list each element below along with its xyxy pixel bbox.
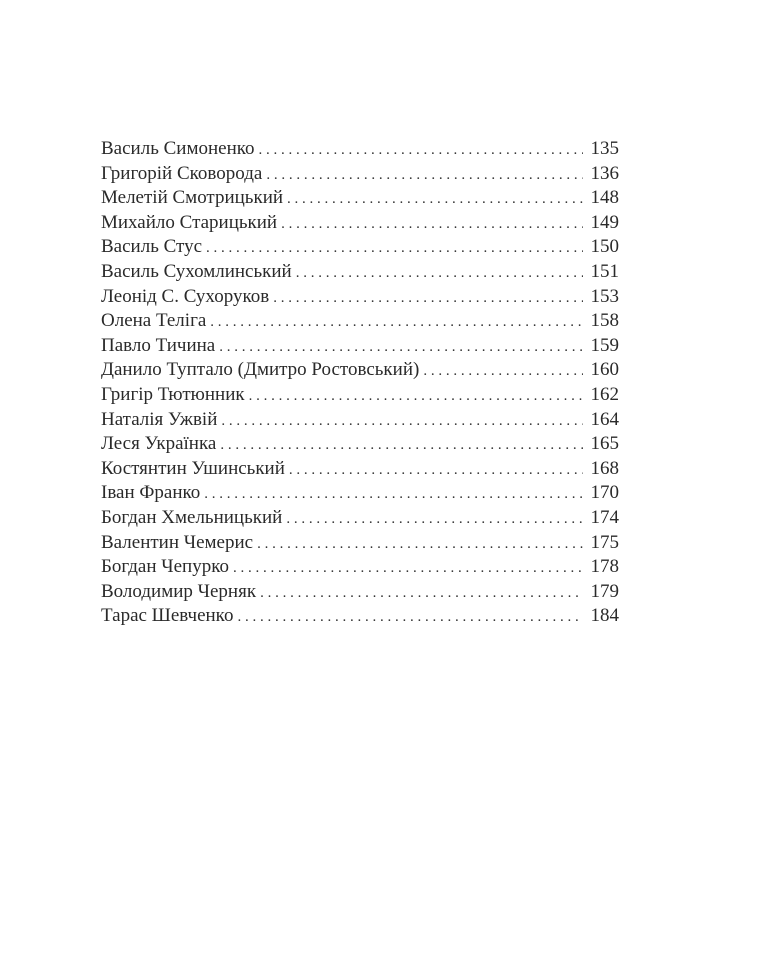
toc-entry <box>101 137 619 162</box>
toc-entry <box>101 309 619 334</box>
toc-entry <box>101 358 619 383</box>
entry-page-number: 150 <box>590 236 619 258</box>
toc-entry <box>101 457 619 482</box>
entry-name: Валентин Чемерис <box>101 531 254 553</box>
dot-leader <box>273 286 583 311</box>
toc-entry <box>101 432 619 457</box>
dot-leader <box>289 458 583 483</box>
toc-entry <box>101 334 619 359</box>
entry-name: Данило Туптало (Дмитро Ростовський) <box>101 359 420 381</box>
dot-leader <box>260 581 583 606</box>
toc-entry <box>101 235 619 260</box>
dot-leader <box>220 433 583 458</box>
toc-entry <box>101 506 619 531</box>
entry-page-number: 136 <box>590 162 619 184</box>
entry-name: Наталія Ужвій <box>101 408 218 430</box>
entry-page-number: 151 <box>590 260 619 282</box>
entry-name: Василь Симоненко <box>101 138 255 159</box>
toc-entry <box>101 162 619 187</box>
dot-leader <box>219 335 583 360</box>
toc-entry <box>101 260 619 285</box>
dot-leader <box>281 212 583 237</box>
dot-leader <box>237 605 583 630</box>
dot-leader <box>221 409 583 434</box>
entry-page-number: 165 <box>590 433 619 455</box>
toc-entry <box>101 211 619 236</box>
entry-page-number: 170 <box>590 482 619 504</box>
entry-name: Павло Тичина <box>101 334 216 356</box>
entry-page-number: 135 <box>590 138 619 159</box>
toc-entry <box>101 186 619 211</box>
dot-leader <box>266 163 583 188</box>
dot-leader <box>204 482 583 507</box>
toc-entry <box>101 408 619 433</box>
entry-name: Володимир Черняк <box>101 580 257 602</box>
entry-name: Григір Тютюнник <box>101 383 245 405</box>
entry-name: Василь Сухомлинський <box>101 260 292 282</box>
dot-leader <box>233 556 583 581</box>
toc-entry <box>101 285 619 310</box>
dot-leader <box>206 236 583 261</box>
entry-page-number: 179 <box>590 580 619 602</box>
entry-page-number: 159 <box>590 334 619 356</box>
entry-name: Леонід С. Сухоруков <box>101 285 270 307</box>
entry-name: Олена Теліга <box>101 310 207 332</box>
toc-entry <box>101 555 619 580</box>
dot-leader <box>423 359 583 384</box>
dot-leader <box>286 507 583 532</box>
toc-entry <box>101 604 619 629</box>
entry-name: Григорій Сковорода <box>101 162 263 184</box>
dot-leader <box>257 532 583 557</box>
entry-name: Василь Стус <box>101 236 203 258</box>
entry-page-number: 158 <box>590 310 619 332</box>
toc-entry <box>101 531 619 556</box>
entry-page-number: 148 <box>590 187 619 209</box>
entry-page-number: 175 <box>590 531 619 553</box>
entry-name: Леся Українка <box>101 433 217 455</box>
table-of-contents <box>101 137 619 629</box>
entry-name: Тарас Шевченко <box>101 605 234 627</box>
entry-page-number: 174 <box>590 506 619 528</box>
dot-leader <box>296 261 583 286</box>
dot-leader <box>249 384 583 409</box>
entry-page-number: 168 <box>590 457 619 479</box>
dot-leader <box>287 187 583 212</box>
entry-name: Богдан Чепурко <box>101 556 229 578</box>
entry-page-number: 160 <box>590 359 619 381</box>
entry-page-number: 184 <box>590 605 619 627</box>
dot-leader <box>210 310 583 335</box>
entry-name: Іван Франко <box>101 482 201 504</box>
toc-entry <box>101 481 619 506</box>
entry-page-number: 178 <box>590 556 619 578</box>
toc-entry <box>101 580 619 605</box>
entry-name: Мелетій Смотрицький <box>101 187 284 209</box>
entry-name: Богдан Хмельницький <box>101 506 283 528</box>
entry-name: Михайло Старицький <box>101 211 278 233</box>
entry-page-number: 164 <box>590 408 619 430</box>
entry-page-number: 149 <box>590 211 619 233</box>
entry-page-number: 162 <box>590 383 619 405</box>
toc-entry <box>101 383 619 408</box>
entry-name: Костянтин Ушинський <box>101 457 285 479</box>
dot-leader <box>259 138 583 163</box>
entry-page-number: 153 <box>590 285 619 307</box>
